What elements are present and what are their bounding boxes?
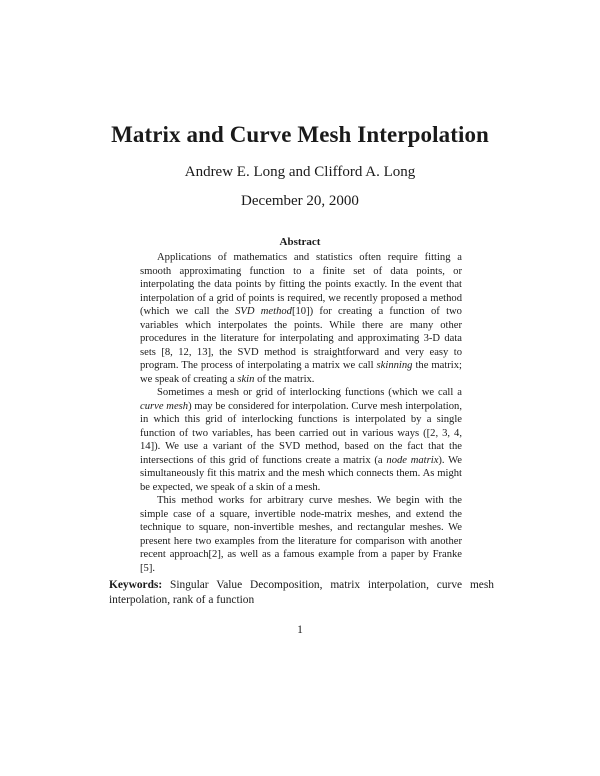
abstract-p2-text-a: Sometimes a mesh or grid of interlocking functions (which we call a xyxy=(157,387,462,398)
keywords-label: Keywords: xyxy=(109,579,163,591)
abstract-body xyxy=(140,251,462,575)
abstract-p1-emphasis-skin: skin xyxy=(237,373,255,385)
abstract-paragraph-3: This method works for arbitrary curve meshes. We begin with the simple case of a square, invertible node-matrix meshes, and extend the technique to square, non-invertible meshes, and rectangular meshes. We present here two examples from the literature for comparison with another recent approach[2], as well as a famous example from a paper by Franke [5]. xyxy=(140,495,462,574)
paper-title: Matrix and Curve Mesh Interpolation xyxy=(111,122,489,147)
abstract-p2-emphasis-curve-mesh: curve mesh xyxy=(140,400,189,412)
abstract-p2-text-c: ). We simultaneously fit this matrix and the mesh which connects them. As might be expected, we speak of a skin of a mesh. xyxy=(140,454,462,493)
abstract-p1-text-b: [10]) for creating a function of two variables which interpolates the points. While there are many other procedures in the literature for interpolating and approximating 3-D data sets [8, 12, 13], the SVD method is straightforward and very easy to program. The process of interpolating a matrix we call xyxy=(140,306,462,371)
abstract-p1-text-a: Applications of mathematics and statistics often require fitting a smooth approximating function to a finite set of data points, or interpolating the data points by fitting the points exactly. In the event that interpolation of a grid of points is required, we recently proposed a method (which we call the xyxy=(140,252,462,317)
abstract-p2-text-b: ) may be considered for interpolation. Curve mesh interpolation, in which this grid of interlocking functions is interpolated by a single function of two variables, has been carried out in various ways ([2, 3, 4, 14]). We use a variant of the SVD method, based on the fact that the intersections of this grid of functions create a matrix (a xyxy=(140,400,462,466)
abstract-paragraph-2 xyxy=(140,386,462,494)
page-number: 1 xyxy=(297,624,303,636)
abstract-heading: Abstract xyxy=(279,236,321,248)
abstract-p1-text-d: of the matrix. xyxy=(254,373,315,385)
abstract-paragraph-1 xyxy=(140,251,462,386)
keywords-section xyxy=(109,578,494,608)
abstract-p1-emphasis-svd-method: SVD method xyxy=(235,306,292,317)
abstract-p1-emphasis-skinning: skinning xyxy=(376,360,413,371)
keywords-text: Singular Value Decomposition, matrix interpolation, curve mesh interpolation, rank of a function xyxy=(109,579,494,606)
publication-date: December 20, 2000 xyxy=(241,193,359,209)
author-list: Andrew E. Long and Clifford A. Long xyxy=(184,164,416,180)
abstract-p2-emphasis-node-matrix: node matrix xyxy=(386,454,439,466)
abstract-p1-text-c: the matrix; we speak of creating a xyxy=(140,360,462,385)
